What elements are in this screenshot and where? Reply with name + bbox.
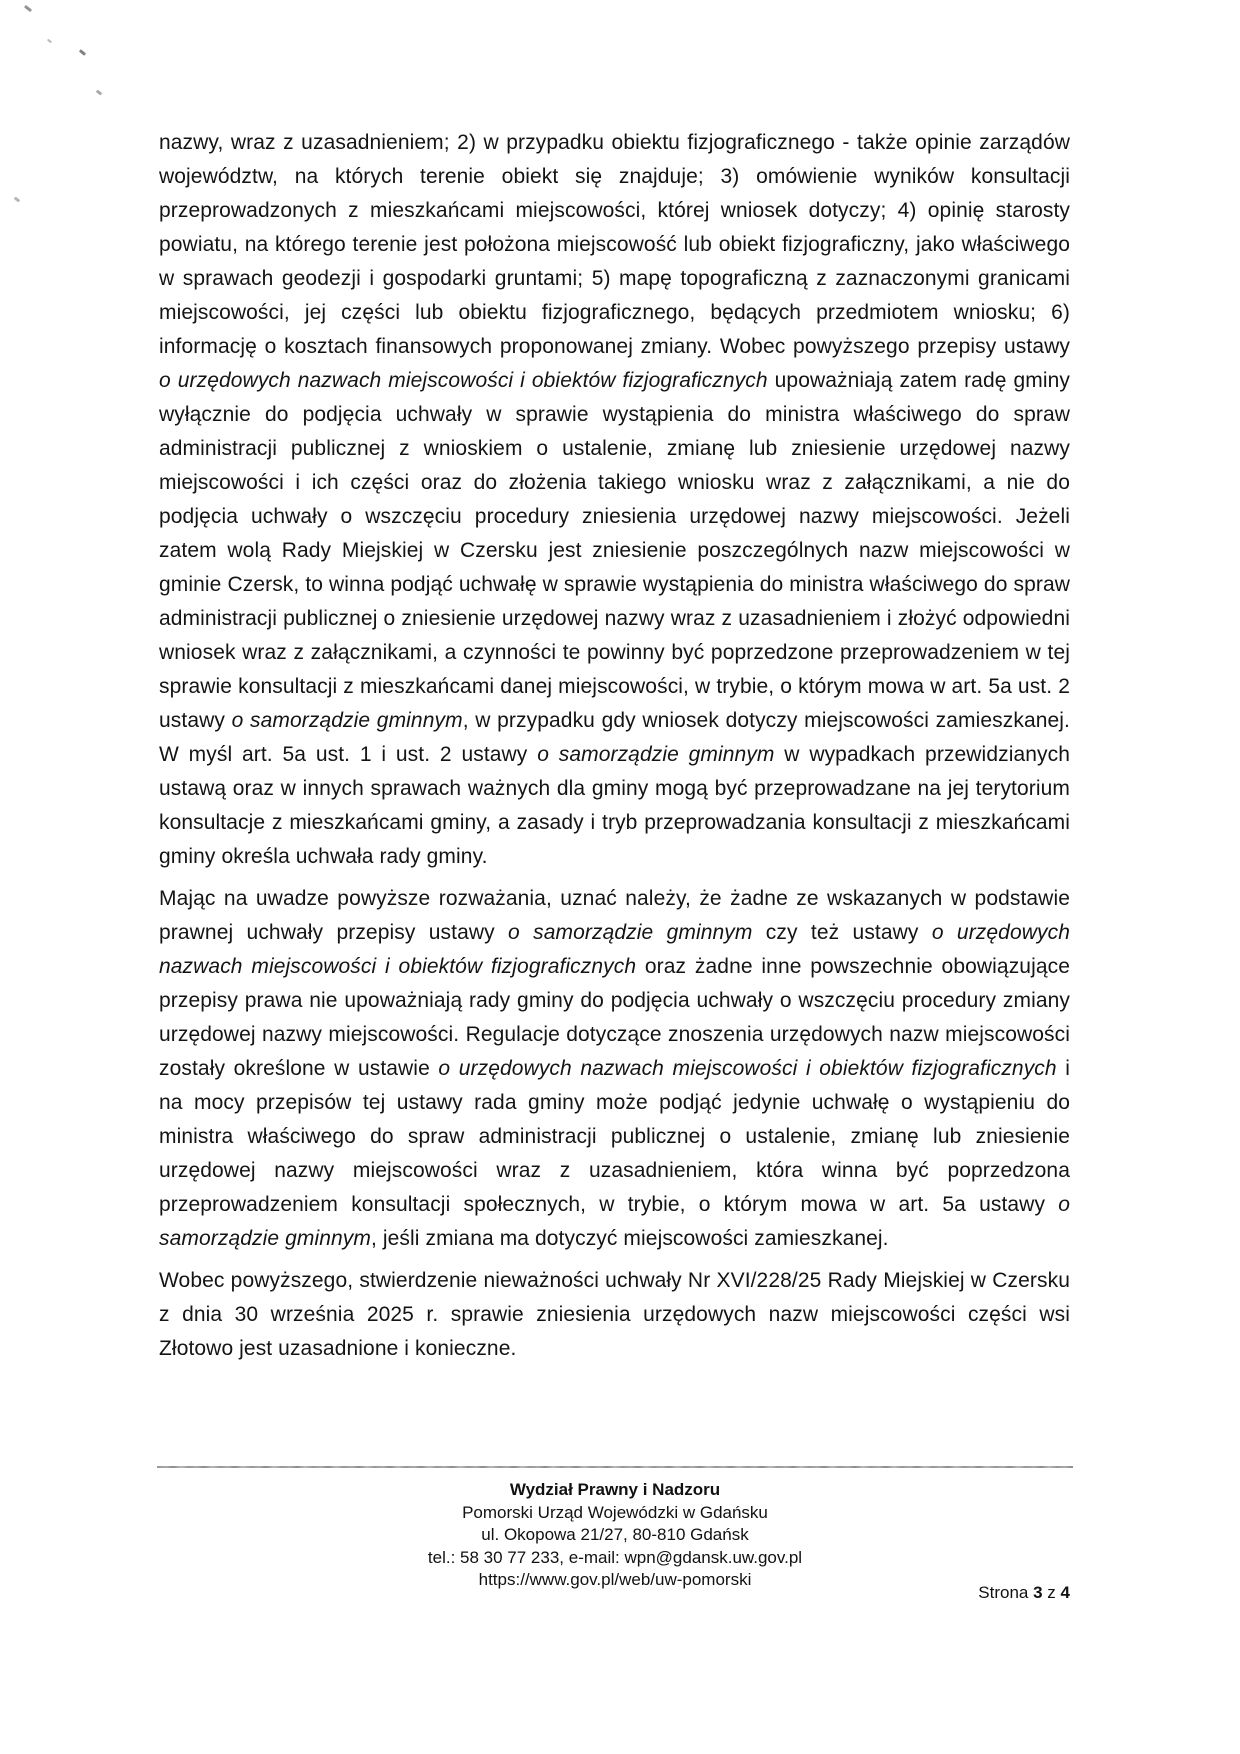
text-segment: , jeśli zmiana ma dotyczyć miejscowości zamieszkanej. <box>370 1227 889 1250</box>
footer-contact: tel.: 58 30 77 233, e-mail: wpn@gdansk.uw.gov.pl <box>427 1547 803 1567</box>
text-segment: , w przypadku gdy wniosek dotyczy miejscowości zamieszkanej. W myśl art. 5a ust. 1 i ust. 2 ustawy <box>159 709 1070 766</box>
scan-speck <box>96 89 103 95</box>
page-number-current: 3 <box>1033 1583 1043 1602</box>
text-segment: o samorządzie gminnym <box>159 1193 1070 1250</box>
page-number <box>978 1583 1070 1603</box>
document-body <box>159 126 1070 1366</box>
text-segment: Wobec powyższego, stwierdzenie nieważności uchwały Nr XVI/228/25 Rady Miejskiej w Czersku z dnia 30 września 2025 r. sprawie zniesienia urzędowych nazw miejscowości części wsi Złotowo jest uzasadnione i konieczne. <box>159 1269 1070 1360</box>
text-segment: upoważniają zatem radę gminy wyłącznie do podjęcia uchwały w sprawie wystąpienia do ministra właściwego do spraw administracji publicznej z wnioskiem o ustalenie, zmianę lub zniesienie urzędowej nazwy miejscowości i ich części oraz do złożenia takiego wniosku wraz z załącznikami, a nie do podjęcia uchwały o wszczęciu procedury zniesienia urzędowej nazwy miejscowości. Jeżeli zatem wolą Rady Miejskiej w Czersku jest zniesienie poszczególnych nazw miejscowości w gminie Czersk, to winna podjąć uchwałę w sprawie wystąpienia do ministra właściwego do spraw administracji publicznej o zniesienie urzędowej nazwy wraz z uzasadnieniem i złożyć odpowiedni wniosek wraz z załącznikami, a czynności te powinny być poprzedzone przeprowadzeniem w tej sprawie konsultacji z mieszkańcami danej miejscowości, w trybie, o którym mowa w art. 5a ust. 2 ustawy <box>159 369 1070 732</box>
paragraph <box>159 1264 1070 1366</box>
text-segment: o samorządzie gminnym <box>231 709 463 732</box>
text-segment: o samorządzie gminnym <box>537 743 775 766</box>
text-segment: o urzędowych nazwach miejscowości i obiektów fizjograficznych <box>438 1057 1057 1080</box>
scan-speck <box>14 196 21 202</box>
text-segment: o urzędowych nazwach miejscowości i obiektów fizjograficznych <box>159 921 1070 978</box>
footer-office: Pomorski Urząd Wojewódzki w Gdańsku <box>462 1502 768 1522</box>
scan-speck <box>24 5 32 12</box>
scan-speck <box>79 49 86 56</box>
footer-department: Wydział Prawny i Nadzoru <box>509 1480 721 1499</box>
scan-speck <box>47 39 52 44</box>
footer-website: https://www.gov.pl/web/uw-pomorski <box>478 1570 752 1589</box>
text-segment: w wypadkach przewidzianych ustawą oraz w innych sprawach ważnych dla gminy mogą być przeprowadzane na jej terytorium konsultacje z mieszkańcami gminy, a zasady i tryb przeprowadzania konsultacji z mieszkańcami gminy określa uchwała rady gminy. <box>159 743 1071 868</box>
paragraph <box>159 882 1070 1256</box>
footer-address: ul. Okopowa 21/27, 80-810 Gdańsk <box>481 1525 749 1544</box>
text-segment: nazwy, wraz z uzasadnieniem; 2) w przypadku obiektu fizjograficznego - także opinie zarządów województw, na których terenie obiekt się znajduje; 3) omówienie wyników konsultacji przeprowadzonych z mieszkańcami miejscowości, której wniosek dotyczy; 4) opinię starosty powiatu, na którego terenie jest położona miejscowość lub obiekt fizjograficzny, jako właściwego w sprawach geodezji i gospodarki gruntami; 5) mapę topograficzną z zaznaczonymi granicami miejscowości, jej części lub obiektu fizjograficznego, będących przedmiotem wniosku; 6) informację o kosztach finansowych proponowanej zmiany. Wobec powyższego przepisy ustawy <box>159 131 1070 358</box>
text-segment: oraz żadne inne powszechnie obowiązujące przepisy prawa nie upoważniają rady gminy do podjęcia uchwały o wszczęciu procedury zmiany urzędowej nazwy miejscowości. Regulacje dotyczące znoszenia urzędowych nazw miejscowości zostały określone w ustawie <box>159 955 1070 1080</box>
text-segment: o urzędowych nazwach miejscowości i obiektów fizjograficznych <box>159 369 768 392</box>
footer-divider <box>157 1466 1073 1468</box>
page-number-total: 4 <box>1060 1583 1070 1602</box>
text-segment: o samorządzie gminnym <box>508 921 753 944</box>
page-number-label: Strona <box>978 1583 1029 1602</box>
text-segment: Mając na uwadze powyższe rozważania, uznać należy, że żadne ze wskazanych w podstawie prawnej uchwały przepisy ustawy <box>159 887 1070 944</box>
footer <box>157 1466 1073 1592</box>
page-number-separator: z <box>1047 1583 1056 1602</box>
text-segment: czy też ustawy <box>752 921 932 944</box>
text-segment: i na mocy przepisów tej ustawy rada gminy może podjąć jedynie uchwałę o wystąpieniu do ministra właściwego do spraw administracji publicznej o ustalenie, zmianę lub zniesienie urzędowej nazwy miejscowości wraz z uzasadnieniem, która winna być poprzedzona przeprowadzeniem konsultacji społecznych, w trybie, o którym mowa w art. 5a ustawy <box>159 1057 1071 1216</box>
paragraph <box>159 126 1070 874</box>
